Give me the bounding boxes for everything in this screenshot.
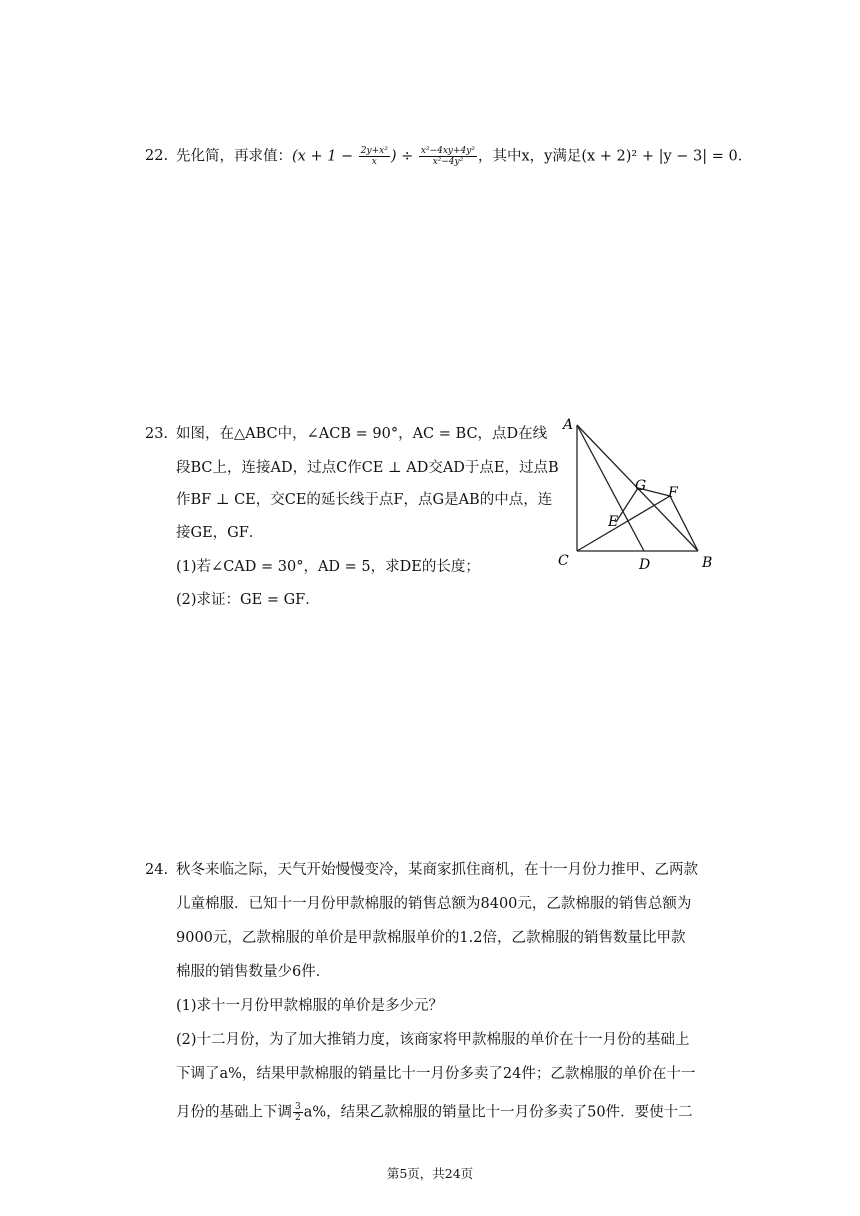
question-text-line: 下调了a%，结果甲款棉服的销量比十一月份多卖了24件；乙款棉服的单价在十一 [176, 1066, 696, 1082]
geometry-figure [550, 412, 725, 577]
question-number: 22. [145, 148, 169, 164]
segment-ad [577, 425, 647, 551]
question-text-line: 如图，在△ABC中，∠ACB = 90°，AC = BC，点D在线 [176, 426, 548, 442]
expression-open: (x + 1 − [292, 148, 358, 165]
label-c: C [558, 553, 569, 569]
question-text-line: (1)若∠CAD = 30°，AD = 5，求DE的长度； [176, 559, 480, 575]
question-prefix: 先化简，再求值： [176, 148, 292, 165]
segment-cf [577, 496, 670, 551]
label-a: A [563, 417, 574, 433]
fraction-numerator: 3 [295, 1102, 301, 1112]
question-text-line: 棉服的销售数量少6件． [176, 964, 331, 980]
fraction-1-numerator: 2y+x² [360, 146, 388, 156]
question-text-line: 秋冬来临之际，天气开始慢慢变冷，某商家抓住商机，在十一月份力推甲、乙两款 [176, 862, 698, 878]
page-footer: 第5页，共24页 [386, 1166, 474, 1181]
fraction-denominator: 2 [295, 1113, 301, 1123]
fraction-1 [359, 146, 390, 167]
question-text-line: 段BC上，连接AD，过点C作CE ⊥ AD交AD于点E，过点B [176, 460, 559, 476]
question-number: 24. [145, 862, 169, 878]
fraction-2-numerator: x²−4xy+4y² [420, 146, 475, 156]
label-f: F [668, 485, 678, 501]
label-e: E [608, 514, 619, 530]
question-text-line: 作BF ⊥ CE，交CE的延长线于点F，点G是AB的中点，连 [176, 492, 553, 508]
question-text-line: 接GE，GF． [176, 525, 264, 541]
fraction-2 [419, 146, 477, 167]
question-text-line: (2)十二月份，为了加大推销力度，该商家将甲款棉服的单价在十一月份的基础上 [176, 1032, 690, 1048]
label-d: D [639, 557, 651, 573]
fraction-1-denominator: x [371, 157, 377, 167]
question-suffix: ，其中x，y满足(x + 2)² + |y − 3| = 0． [477, 148, 753, 165]
label-b: B [702, 555, 713, 571]
question-number: 23. [145, 426, 169, 442]
line-text-pre: 月份的基础上下调 [176, 1104, 292, 1121]
label-g: G [635, 478, 647, 494]
question-text [176, 146, 752, 167]
question-text-line: (2)求证：GE = GF． [176, 592, 320, 608]
question-text-line: 儿童棉服．已知十一月份甲款棉服的销售总额为8400元，乙款棉服的销售总额为 [176, 896, 692, 912]
fraction-2-denominator: x²−4y² [432, 157, 464, 167]
question-text-line: 9000元，乙款棉服的单价是甲款棉服单价的1.2倍，乙款棉服的销售数量比甲款 [176, 930, 686, 946]
line-text-post: a%，结果乙款棉服的销量比十一月份多卖了50件．要使十二 [303, 1104, 693, 1121]
segment-bf [670, 496, 698, 551]
expression-mid: ) ÷ [390, 148, 418, 165]
question-text-line: (1)求十一月份甲款棉服的单价是多少元？ [176, 998, 444, 1014]
fraction-three-halves [293, 1102, 303, 1123]
question-text-line [176, 1102, 693, 1123]
